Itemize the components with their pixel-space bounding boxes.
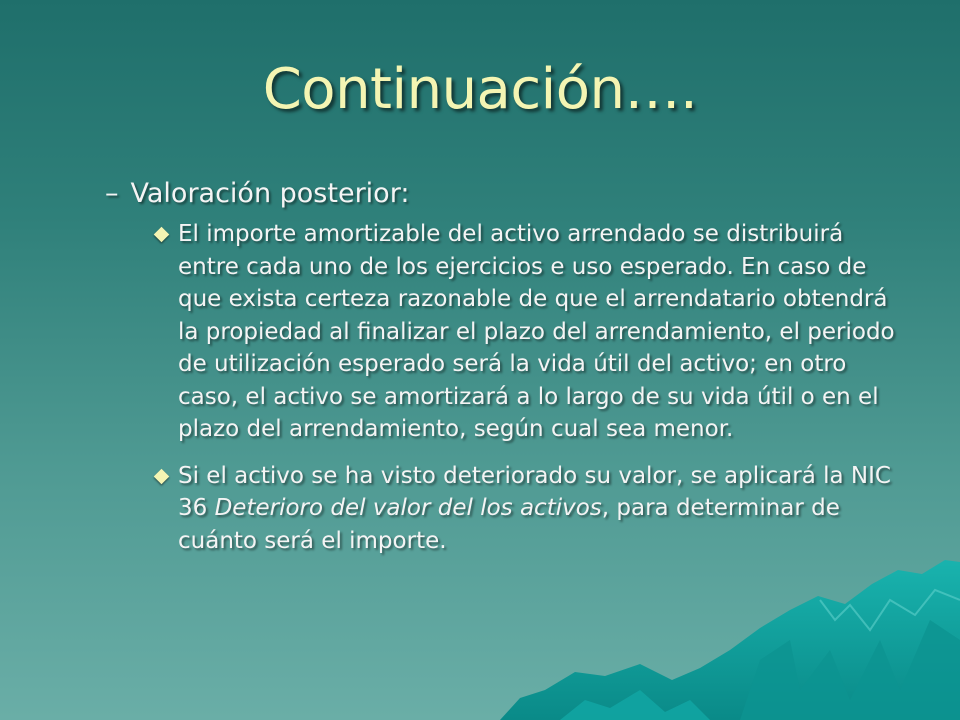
bullet-text [178,463,891,554]
sub-heading-text: Valoración posterior: [130,178,410,209]
standard-title: Deterioro del valor del los activos [214,495,602,521]
bullet-list [178,218,908,571]
bullet-text-end: , para determinar de cuánto será el importe. [178,495,840,554]
bullet-item [178,460,908,558]
slide-title: Continuación…. [262,57,698,122]
bullet-text: El importe amortizable del activo arrendado se distribuirá entre cada uno de los ejercicios e uso esperado. En caso de que exista certeza razonable de que el arrendatario obtendrá la propiedad al finalizar el plazo del arrendamiento, el periodo de utilización esperado será la vida útil del activo; en otro caso, el activo se amortizará a lo largo de su vida útil o en el plazo del arrendamiento, según cual sea menor. [178,221,895,442]
bullet-text-start: Si el activo se ha visto deteriorado su valor, se aplicará la NIC 36 [178,462,891,521]
dash-marker: – [105,178,119,209]
sub-heading [105,174,409,214]
bullet-item [178,218,908,446]
